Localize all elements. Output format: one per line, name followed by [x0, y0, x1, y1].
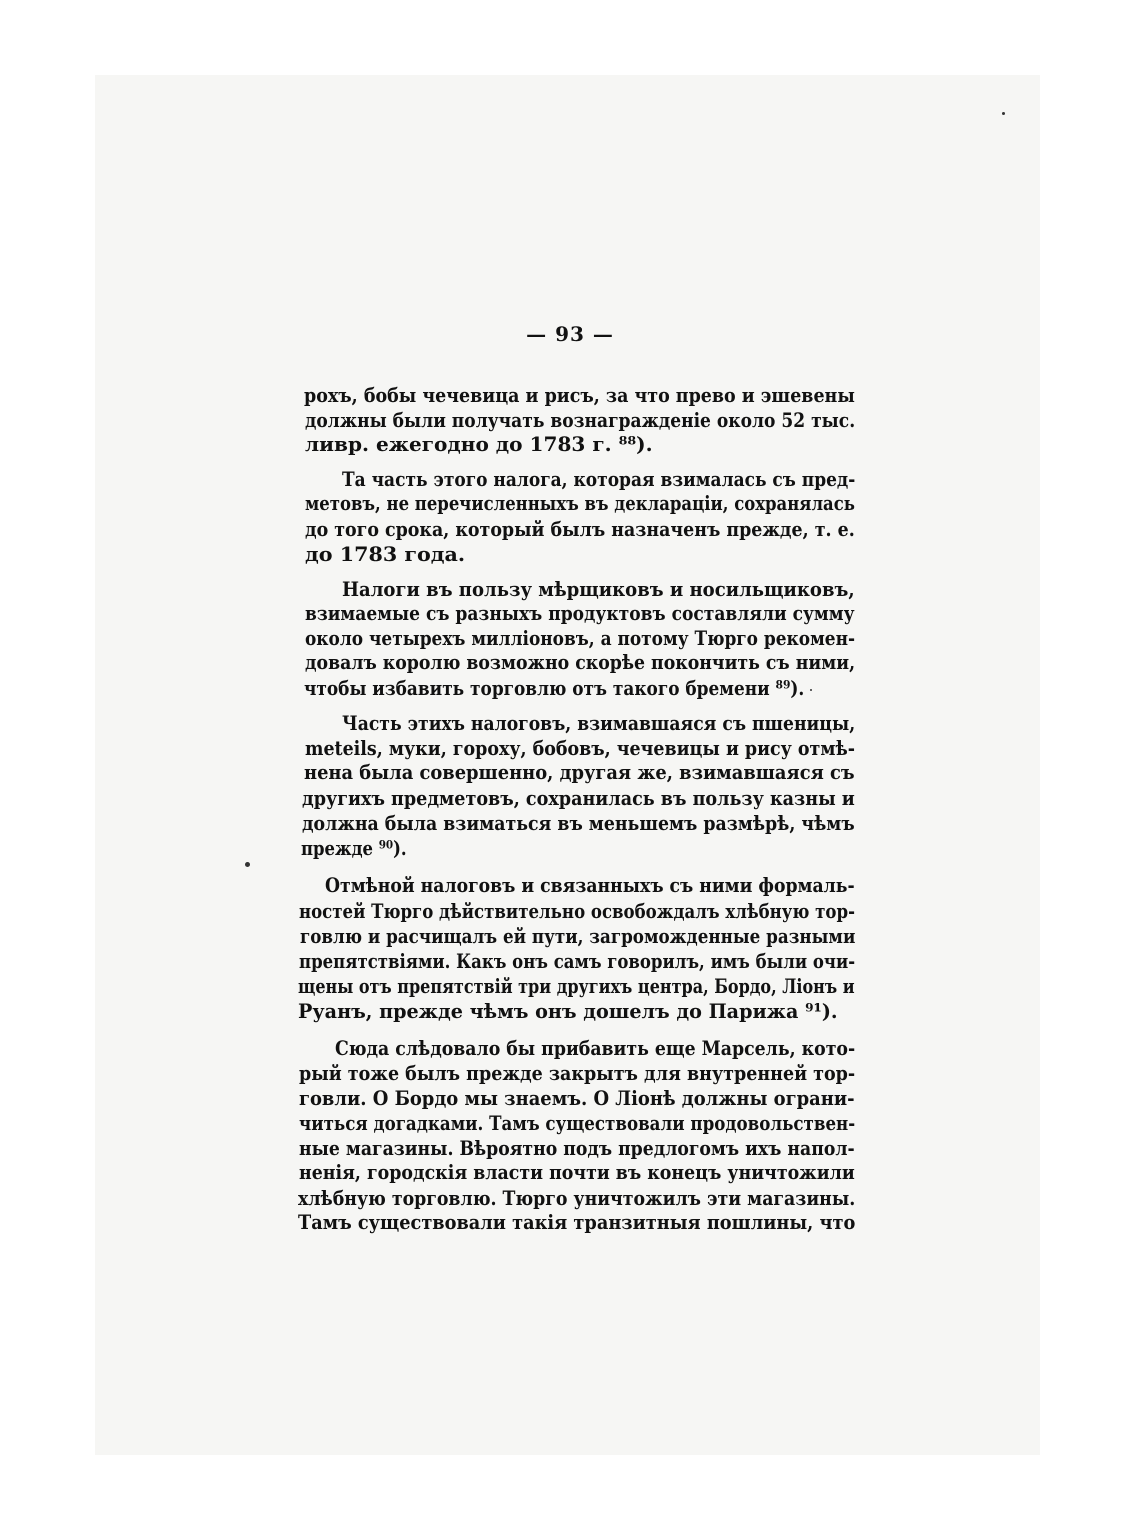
text-line: ненія, городскія власти почти въ конецъ уничтожили [299, 1160, 855, 1184]
text-line: Налоги въ пользу мѣрщиковъ и носильщиковъ, [342, 577, 855, 601]
text-line: щены отъ препятствій три другихъ центра, Бордо, Ліонъ и [298, 974, 855, 998]
text-line: ные магазины. Вѣроятно подъ предлогомъ ихъ напол- [299, 1136, 855, 1160]
text-line: Сюда слѣдовало бы прибавить еще Марсель, кото- [335, 1036, 856, 1060]
text-line: препятствіями. Какъ онъ самъ говорилъ, имъ были очи- [299, 949, 856, 973]
text-line: около четырехъ милліоновъ, а потому Тюрго рекомен- [305, 626, 856, 650]
text-line: должны были получать вознагражденіе около 52 тыс. [305, 408, 856, 432]
text-line: взимаемые съ разныхъ продуктовъ составляли сумму [305, 601, 855, 625]
text-line: должна была взиматься въ меньшемъ размѣрѣ, чѣмъ [302, 811, 855, 835]
text-line: говли. О Бордо мы знаемъ. О Ліонѣ должны ограни- [299, 1086, 855, 1110]
text-line: meteils, муки, гороху, бобовъ, чечевицы и рису отмѣ- [305, 736, 855, 760]
text-line: прежде ⁹⁰). [301, 836, 407, 860]
text-line: Часть этихъ налоговъ, взимавшаяся съ пшеницы, [342, 711, 856, 735]
text-line: хлѣбную торговлю. Тюрго уничтожилъ эти магазины. [298, 1186, 856, 1210]
scan-speck [245, 862, 250, 867]
scan-speck [1002, 112, 1005, 115]
text-line: читься догадками. Тамъ существовали продовольствен- [299, 1111, 856, 1135]
text-line: ностей Тюрго дѣйствительно освобождалъ хлѣбную тор- [299, 899, 855, 923]
text-line: Та часть этого налога, которая взималась съ пред- [342, 467, 856, 491]
text-line: говлю и расчищалъ ей пути, загроможденные разными [300, 924, 856, 948]
text-line: ливр. ежегодно до 1783 г. ⁸⁸). [305, 432, 653, 456]
text-line: довалъ королю возможно скорѣе покончить съ ними, [305, 650, 856, 674]
page-number: — 93 — [526, 322, 614, 346]
text-line: Руанъ, прежде чѣмъ онъ дошелъ до Парижа ⁹¹). [298, 999, 838, 1023]
text-line: чтобы избавить торговлю отъ такого бремени ⁸⁹). [304, 676, 805, 700]
text-line: Тамъ существовали такія транзитныя пошлины, что [298, 1210, 856, 1234]
text-line: другихъ предметовъ, сохранилась въ пользу казны и [302, 786, 855, 810]
text-line: рый тоже былъ прежде закрытъ для внутренней тор- [299, 1061, 856, 1085]
text-line: метовъ, не перечисленныхъ въ деклараціи, сохранялась [305, 491, 855, 515]
text-line: до 1783 года. [305, 542, 466, 566]
text-line: рохъ, бобы чечевица и рисъ, за что прево и эшевены [304, 383, 855, 407]
text-line: Отмѣной налоговъ и связанныхъ съ ними формаль- [325, 873, 855, 897]
text-line: нена была совершенно, другая же, взимавшаяся съ [304, 760, 855, 784]
text-line: до того срока, который былъ назначенъ прежде, т. е. [305, 517, 855, 541]
scan-speck [810, 689, 812, 691]
